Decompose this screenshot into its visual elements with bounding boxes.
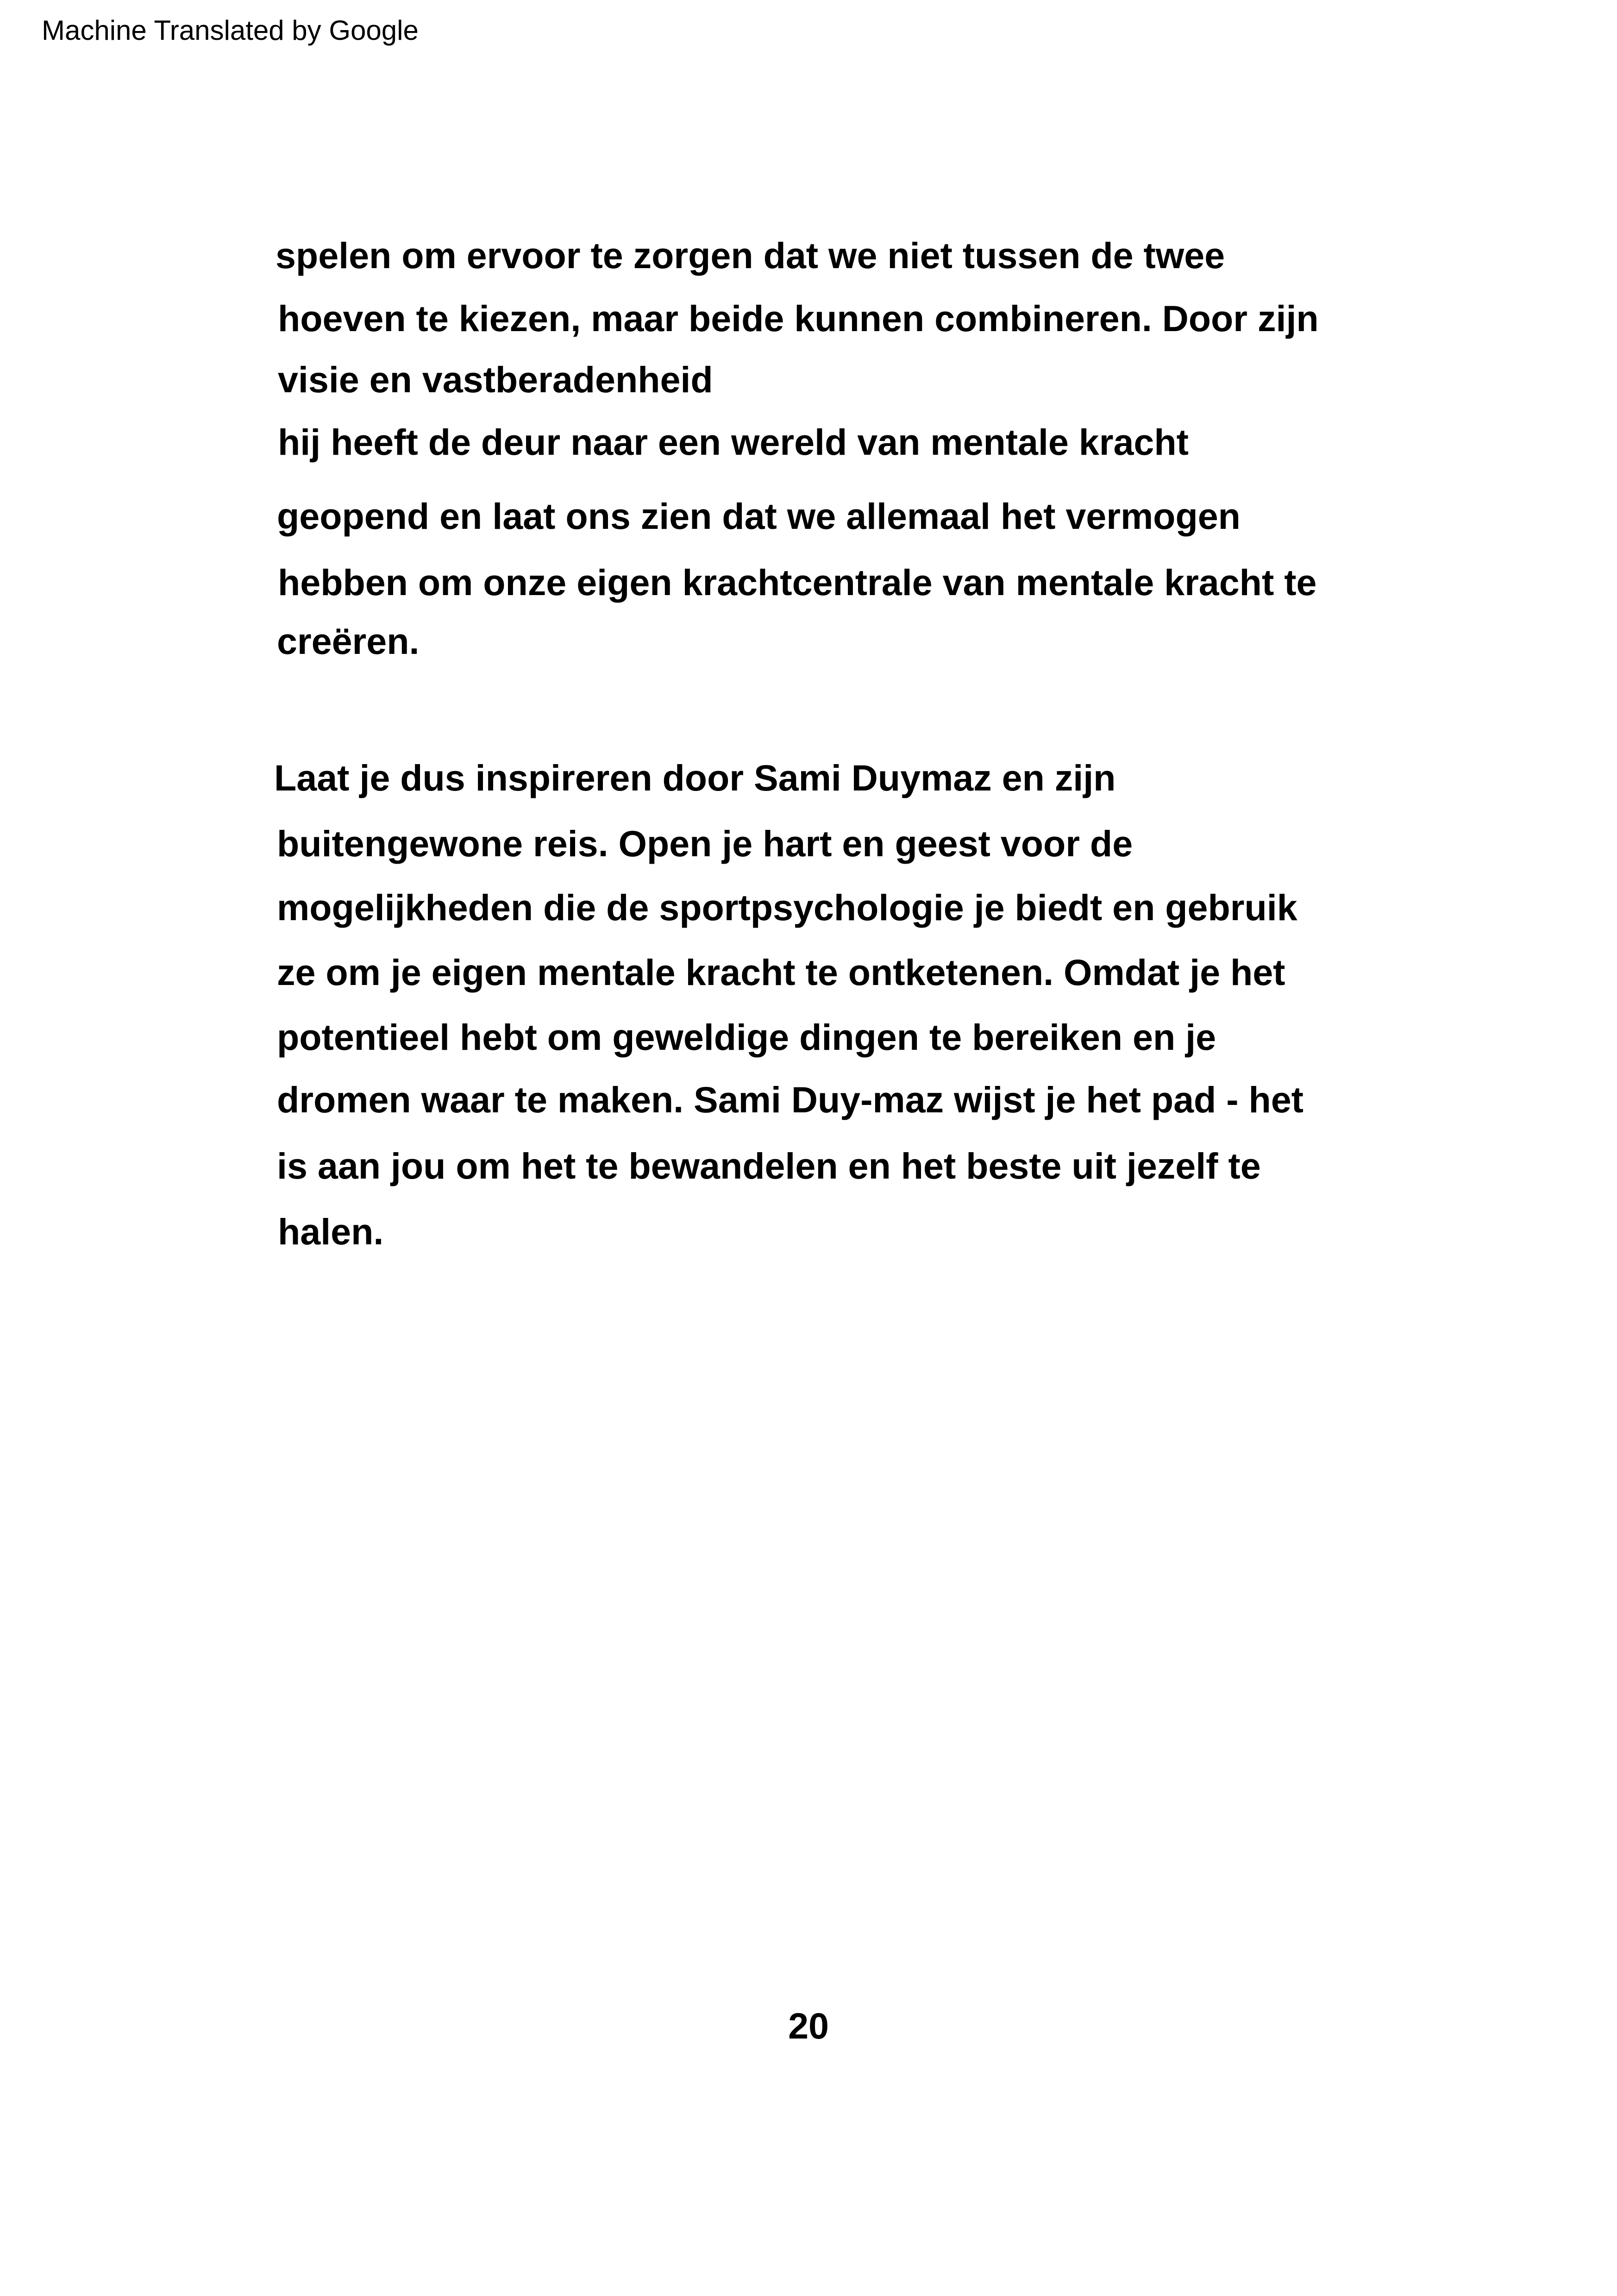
text-line: hebben om onze eigen krachtcentrale van mentale kracht te	[278, 562, 1317, 603]
page-number: 20	[788, 2005, 829, 2046]
text-line: is aan jou om het te bewandelen en het beste uit jezelf te	[277, 1145, 1261, 1186]
text-line: spelen om ervoor te zorgen dat we niet tussen de twee	[276, 235, 1225, 276]
text-line: dromen waar te maken. Sami Duy-maz wijst je het pad - het	[277, 1079, 1304, 1120]
text-line: halen.	[278, 1211, 384, 1252]
text-line: geopend en laat ons zien dat we allemaal het vermogen	[277, 496, 1241, 537]
text-line: buitengewone reis. Open je hart en geest voor de	[277, 823, 1133, 864]
text-line: Laat je dus inspireren door Sami Duymaz en zijn	[274, 757, 1116, 798]
machine-translation-notice: Machine Translated by Google	[42, 15, 419, 46]
text-line: potentieel hebt om geweldige dingen te bereiken en je	[277, 1016, 1216, 1058]
text-line: ze om je eigen mentale kracht te ontketenen. Omdat je het	[277, 952, 1285, 993]
text-line: creëren.	[277, 621, 420, 662]
text-line: hij heeft de deur naar een wereld van mentale kracht	[278, 421, 1189, 463]
text-line: hoeven te kiezen, maar beide kunnen combineren. Door zijn	[278, 298, 1319, 339]
text-line: mogelijkheden die de sportpsychologie je biedt en gebruik	[277, 887, 1297, 928]
text-line: visie en vastberadenheid	[278, 359, 713, 400]
